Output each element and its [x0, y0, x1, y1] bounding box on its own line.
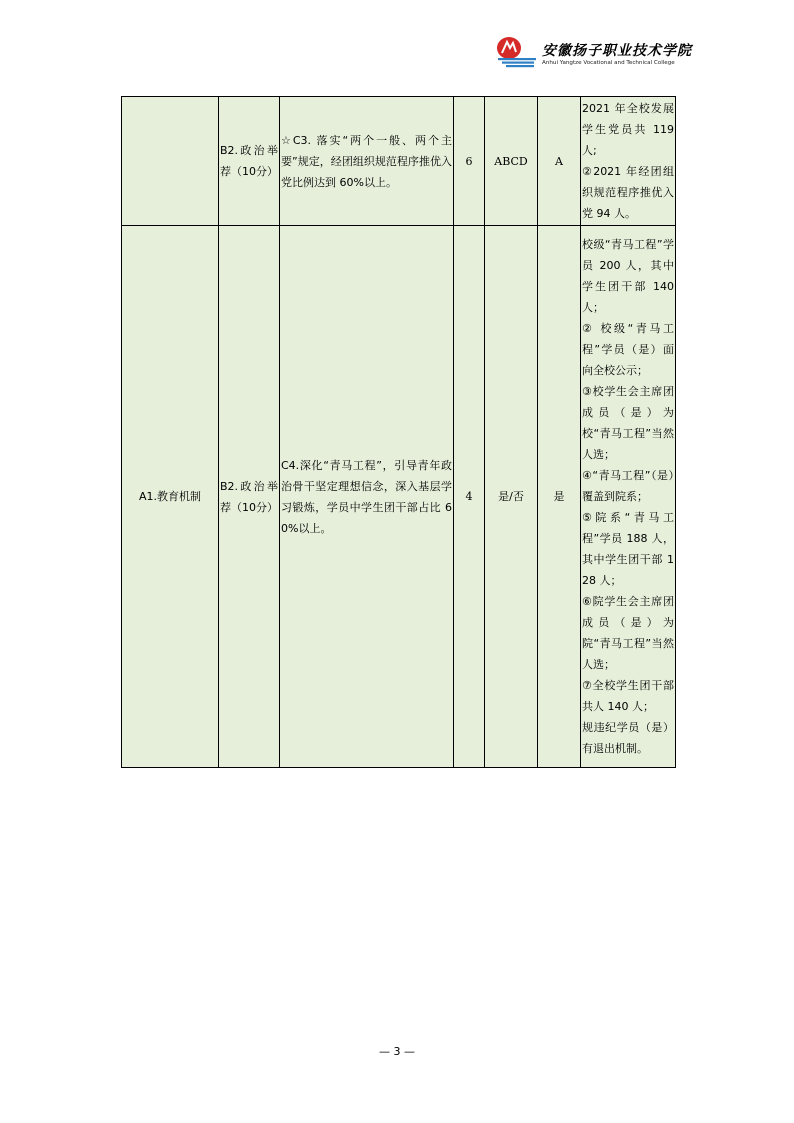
college-emblem-icon [496, 36, 538, 68]
note-line: ② 校级“青马工程”学员（是）面向全校公示； [582, 322, 674, 377]
table-row [122, 226, 676, 768]
result-cell: 是 [538, 226, 581, 768]
options-cell: 是/否 [485, 226, 538, 768]
category-a-cell: A1.教育机制 [122, 226, 219, 768]
table-row [122, 97, 676, 226]
note-line: ③校学生会主席团成员（是）为校“青马工程”当然人选； [582, 385, 674, 461]
score-cell: 4 [454, 226, 485, 768]
category-a-cell [122, 97, 219, 226]
note-line: ⑥院学生会主席团成员（是）为院“青马工程”当然人选； [582, 595, 674, 671]
logo-english-name: Anhui Yangtze Vocational and Technical College [542, 60, 675, 66]
criteria-cell: ☆C3. 落实“两个一般、两个主要”规定，经团组织规范程序推优入党比例达到 60%以上。 [280, 97, 454, 226]
page-number: — 3 — [379, 1045, 415, 1058]
note-line: 规违纪学员（是）有退出机制。 [582, 721, 674, 755]
notes-cell [581, 97, 676, 226]
college-logo [496, 36, 692, 72]
note-line: ②2021 年经团组织规范程序推优入党 94 人。 [582, 165, 674, 220]
notes-cell [581, 226, 676, 768]
score-cell: 6 [454, 97, 485, 226]
category-b-cell: B2.政治举荐（10分） [219, 226, 280, 768]
logo-chinese-name: 安徽扬子职业技术学院 [542, 43, 692, 59]
note-line: ④“青马工程”（是）覆盖到院系； [582, 469, 674, 503]
note-line: 校级“青马工程”学员 200 人，其中学生团干部 140 人； [582, 238, 674, 314]
options-cell: ABCD [485, 97, 538, 226]
note-line: ⑤院系“青马工程”学员 188 人，其中学生团干部 128 人； [582, 511, 674, 587]
criteria-cell: C4.深化“青马工程”，引导青年政治骨干坚定理想信念，深入基层学习锻炼，学员中学生团干部占比 60%以上。 [280, 226, 454, 768]
note-line: ⑦全校学生团干部共人 140 人； [582, 679, 674, 713]
category-b-cell: B2.政治举荐（10分） [219, 97, 280, 226]
evaluation-table [121, 96, 676, 768]
result-cell: A [538, 97, 581, 226]
note-line: 2021 年全校发展学生党员共 119 人; [582, 102, 674, 157]
